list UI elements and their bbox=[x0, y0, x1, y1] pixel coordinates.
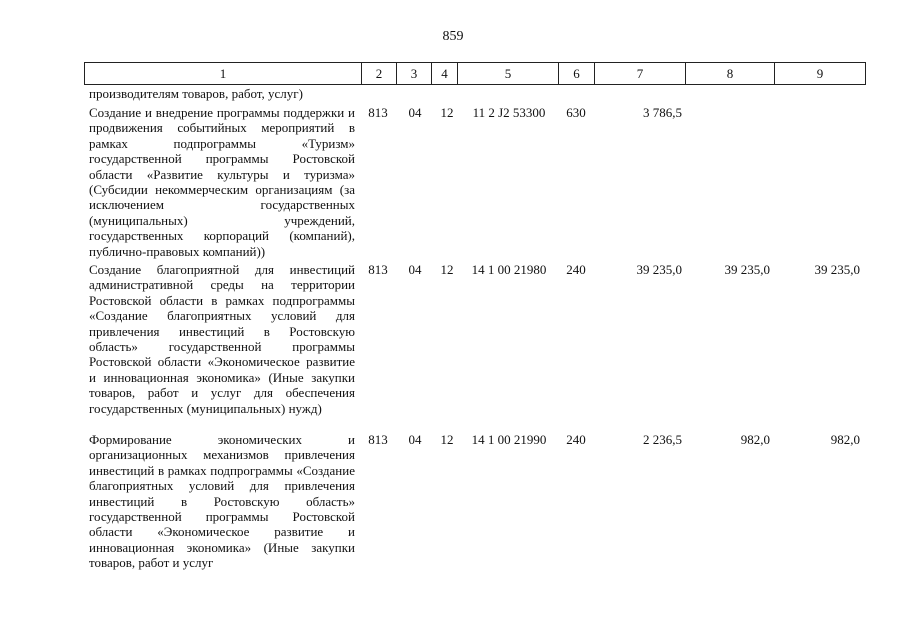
column-header-2: 2 bbox=[362, 63, 397, 85]
row-3-col-3: 04 bbox=[408, 432, 422, 447]
page-number: 859 bbox=[442, 29, 464, 44]
row-3-col-8: 982,0 bbox=[740, 432, 770, 447]
column-header-9: 9 bbox=[775, 63, 866, 85]
column-header-8: 8 bbox=[686, 63, 775, 85]
row-1-col-5: 11 2 J2 53300 bbox=[472, 105, 546, 120]
row-2-col-9: 39 235,0 bbox=[814, 262, 860, 277]
row-2-col-8: 39 235,0 bbox=[724, 262, 770, 277]
column-header-1: 1 bbox=[85, 63, 362, 85]
column-header-3: 3 bbox=[397, 63, 432, 85]
column-header-7: 7 bbox=[595, 63, 686, 85]
row-1-description: Создание и внедрение программы поддержки и продвижения событийных мероприятий в рамках подпрограммы «Туризм» государственной программы Ростовской области «Развитие культуры и туризма» (Субсидии некоммерческим организациям (за исключением государственных (муниципальных) учреждений, государственных корпораций (компаний), публично-правовых компаний)) bbox=[89, 105, 355, 259]
row-1-col-3: 04 bbox=[408, 105, 422, 120]
row-3-col-6: 240 bbox=[566, 432, 586, 447]
row-1-col-6: 630 bbox=[566, 105, 586, 120]
column-header-5: 5 bbox=[458, 63, 559, 85]
row-2-col-5: 14 1 00 21980 bbox=[471, 262, 547, 277]
row-3-col-9: 982,0 bbox=[830, 432, 860, 447]
row-2-col-2: 813 bbox=[368, 262, 388, 277]
row-3-col-2: 813 bbox=[368, 432, 388, 447]
carryover-text: производителям товаров, работ, услуг) bbox=[89, 86, 303, 101]
row-2-col-6: 240 bbox=[566, 262, 586, 277]
row-3-col-7: 2 236,5 bbox=[643, 432, 682, 447]
row-1-col-7: 3 786,5 bbox=[643, 105, 682, 120]
row-3-description: Формирование экономических и организационных механизмов привлечения инвестиций в рамках подпрограммы «Создание благоприятных условий для привлечения инвестиций в Ростовскую область» государственной программы Ростовской области «Экономическое развитие и инновационная экономика» (Иные закупки товаров, работ и услуг bbox=[89, 432, 355, 571]
row-3-col-4: 12 bbox=[440, 432, 454, 447]
column-header-6: 6 bbox=[559, 63, 595, 85]
row-1-col-2: 813 bbox=[368, 105, 388, 120]
row-3-col-5: 14 1 00 21990 bbox=[471, 432, 547, 447]
row-2-col-4: 12 bbox=[440, 262, 454, 277]
row-1-col-4: 12 bbox=[440, 105, 454, 120]
row-2-col-3: 04 bbox=[408, 262, 422, 277]
row-2-description: Создание благоприятной для инвестиций административной среды на территории Ростовской области в рамках подпрограммы «Создание благоприятных условий для привлечения инвестиций в Ростовскую область» государственной программы Ростовской области «Экономическое развитие и инновационная экономика» (Иные закупки товаров, работ и услуг для обеспечения государственных (муниципальных) нужд) bbox=[89, 262, 355, 416]
column-header-row bbox=[85, 63, 866, 85]
column-header-table bbox=[84, 62, 866, 85]
row-2-col-7: 39 235,0 bbox=[636, 262, 682, 277]
column-header-4: 4 bbox=[432, 63, 458, 85]
